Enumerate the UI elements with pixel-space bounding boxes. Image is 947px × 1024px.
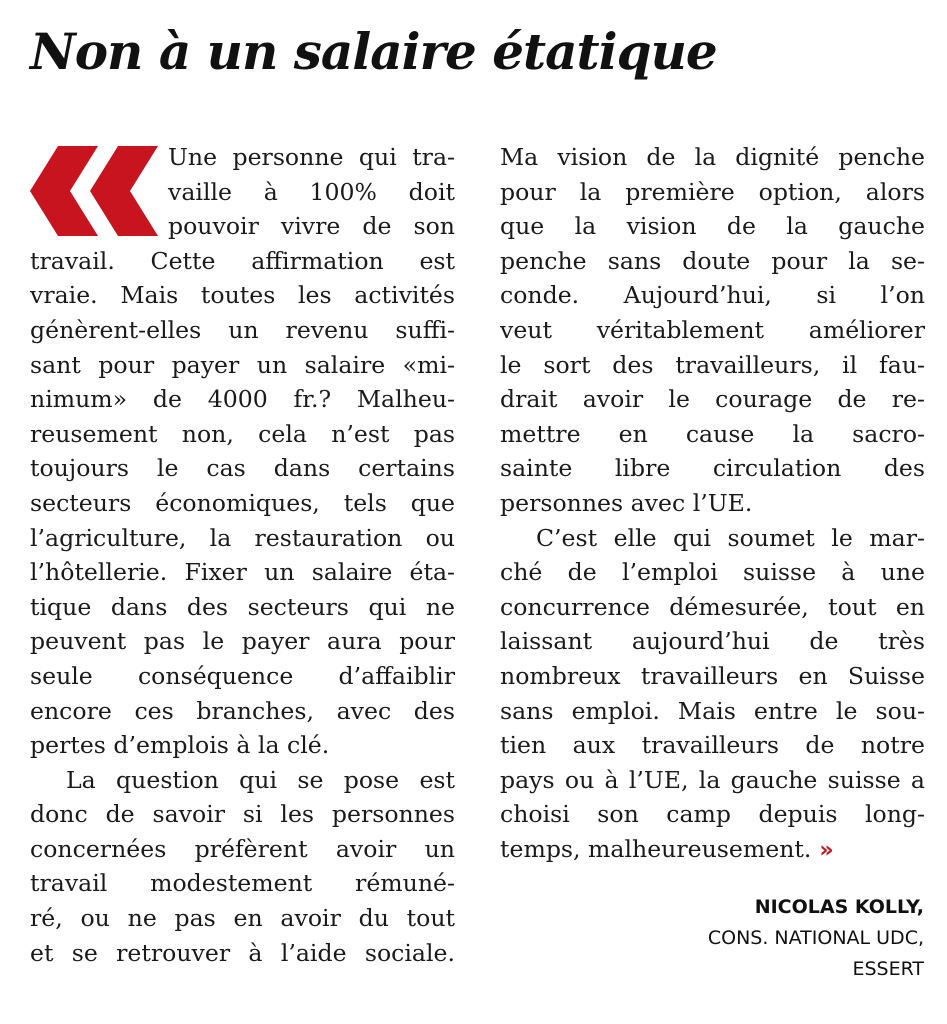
text-line: l’hôtellerie. Fixer un salaire éta- xyxy=(30,558,455,587)
text-line: toujours le cas dans certains xyxy=(30,454,455,483)
text-line: Ma vision de la dignité penche xyxy=(500,143,925,171)
text-line: encore ces branches, avec des xyxy=(30,696,455,725)
author-name: NICOLAS KOLLY, xyxy=(754,896,924,918)
text-line: concernées préfèrent avoir un xyxy=(30,834,455,863)
text-line: mettre en cause la sacro- xyxy=(500,419,925,448)
text-line: veut véritablement améliorer xyxy=(500,315,925,344)
text-line: l’agriculture, la restauration ou xyxy=(30,523,455,552)
text-line: choisi son camp depuis long- xyxy=(500,800,925,829)
text-line: secteurs économiques, tels que xyxy=(30,488,455,517)
closing-guillemet-icon: » xyxy=(819,837,834,863)
text-line: nimum» de 4000 fr.? Malheu- xyxy=(30,385,455,414)
text-line: ré, ou ne pas en avoir du tout xyxy=(30,904,455,933)
text-line-final xyxy=(500,832,925,867)
author-signature xyxy=(708,892,924,985)
text-line: et se retrouver à l’aide sociale. xyxy=(30,938,455,967)
text-line: sans emploi. Mais entre le sou- xyxy=(500,696,925,725)
text-line: sant pour payer un salaire «mi- xyxy=(30,350,455,379)
text-line: génèrent-elles un revenu suffi- xyxy=(30,315,455,344)
text-line: vaille à 100% doit xyxy=(168,177,455,206)
text-line: donc de savoir si les personnes xyxy=(30,800,455,829)
text-line: C’est elle qui soumet le mar- xyxy=(536,523,925,552)
text-line: nombreux travailleurs en Suisse xyxy=(500,661,925,690)
text-line: vraie. Mais toutes les activités xyxy=(30,281,455,310)
text-line: pays ou à l’UE, la gauche suisse a xyxy=(500,765,925,794)
author-location: ESSERT xyxy=(852,958,924,980)
text-line: travail modestement rémuné- xyxy=(30,869,455,898)
text-line: ché de l’emploi suisse à une xyxy=(500,558,925,587)
text-line: que la vision de la gauche xyxy=(500,212,925,241)
text-line: personnes avec l’UE. xyxy=(500,488,753,517)
text-line: penche sans doute pour la se- xyxy=(500,246,925,275)
article-column-right xyxy=(500,140,925,866)
text-line: tique dans des secteurs qui ne xyxy=(30,592,455,621)
headline: Non à un salaire étatique xyxy=(30,22,717,81)
text-line: La question qui se pose est xyxy=(66,765,455,794)
text-line: conde. Aujourd’hui, si l’on xyxy=(500,281,925,310)
author-role: CONS. NATIONAL UDC, xyxy=(707,927,924,949)
final-text: temps, malheureusement. xyxy=(500,834,812,863)
text-line: pour la première option, alors xyxy=(500,177,925,206)
text-line: sainte libre circulation des xyxy=(500,454,925,483)
text-line: pertes d’emplois à la clé. xyxy=(30,731,330,760)
text-line: tien aux travailleurs de notre xyxy=(500,731,925,760)
text-line: pouvoir vivre de son xyxy=(168,212,455,241)
text-line: drait avoir le courage de re- xyxy=(500,385,925,414)
text-line: seule conséquence d’affaiblir xyxy=(30,661,455,690)
text-line: laissant aujourd’hui de très xyxy=(500,627,925,656)
article-column-left xyxy=(30,140,455,970)
text-line: Une personne qui tra- xyxy=(168,143,455,171)
text-line: concurrence démesurée, tout en xyxy=(500,592,925,621)
text-line: reusement non, cela n’est pas xyxy=(30,419,455,448)
text-line: travail. Cette affirmation est xyxy=(30,246,455,275)
text-line: peuvent pas le payer aura pour xyxy=(30,627,455,656)
text-line: le sort des travailleurs, il fau- xyxy=(500,350,925,379)
